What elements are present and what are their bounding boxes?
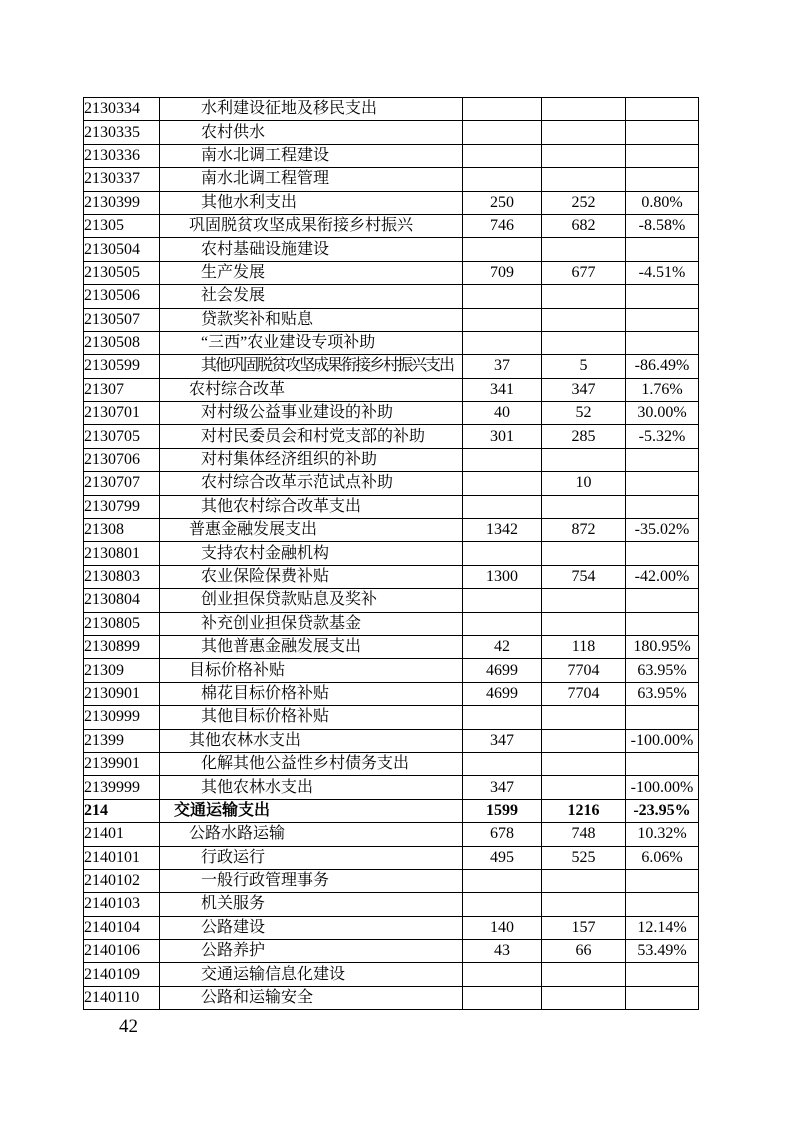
value2-cell (542, 706, 626, 729)
name-cell: 其他普惠金融发展支出 (160, 635, 463, 658)
table-row (84, 98, 699, 121)
percent-cell (626, 706, 699, 729)
name-cell: 交通运输支出 (160, 799, 463, 822)
value2-cell: 10 (542, 472, 626, 495)
value2-cell (542, 893, 626, 916)
code-cell: 2140103 (84, 893, 160, 916)
value2-cell: 677 (542, 261, 626, 284)
code-cell: 214 (84, 799, 160, 822)
value2-cell (542, 285, 626, 308)
table-row (84, 706, 699, 729)
value1-cell: 678 (463, 823, 542, 846)
value1-cell: 1599 (463, 799, 542, 822)
value1-cell: 37 (463, 355, 542, 378)
value2-cell: 754 (542, 565, 626, 588)
percent-cell: 1.76% (626, 378, 699, 401)
code-cell: 21307 (84, 378, 160, 401)
value1-cell (463, 589, 542, 612)
value2-cell (542, 308, 626, 331)
code-cell: 21308 (84, 519, 160, 542)
value2-cell (542, 589, 626, 612)
value1-cell (463, 612, 542, 635)
budget-table (83, 97, 699, 1010)
value2-cell (542, 986, 626, 1009)
code-cell: 2130599 (84, 355, 160, 378)
table-row (84, 893, 699, 916)
code-cell: 2130701 (84, 402, 160, 425)
code-cell: 2130899 (84, 635, 160, 658)
value2-cell (542, 448, 626, 471)
code-cell: 2130334 (84, 98, 160, 121)
name-cell: 农业保险保费补贴 (160, 565, 463, 588)
name-cell: 公路养护 (160, 940, 463, 963)
value2-cell (542, 331, 626, 354)
value2-cell (542, 776, 626, 799)
table-row (84, 238, 699, 261)
percent-cell (626, 448, 699, 471)
table-row (84, 144, 699, 167)
name-cell: 其他巩固脱贫攻坚成果衔接乡村振兴支出 (160, 355, 463, 378)
percent-cell (626, 612, 699, 635)
value1-cell: 709 (463, 261, 542, 284)
table-row (84, 378, 699, 401)
code-cell: 2140102 (84, 869, 160, 892)
table-row (84, 752, 699, 775)
name-cell: 其他农林水支出 (160, 776, 463, 799)
value1-cell: 347 (463, 776, 542, 799)
name-cell: 一般行政管理事务 (160, 869, 463, 892)
name-cell: 机关服务 (160, 893, 463, 916)
table-row (84, 846, 699, 869)
value2-cell: 347 (542, 378, 626, 401)
percent-cell: 53.49% (626, 940, 699, 963)
value1-cell (463, 869, 542, 892)
value1-cell (463, 706, 542, 729)
value1-cell (463, 285, 542, 308)
name-cell: 其他农村综合改革支出 (160, 495, 463, 518)
table-row (84, 121, 699, 144)
value1-cell: 40 (463, 402, 542, 425)
table-row (84, 963, 699, 986)
table-row (84, 799, 699, 822)
percent-cell: 6.06% (626, 846, 699, 869)
code-cell: 2130803 (84, 565, 160, 588)
code-cell: 2130706 (84, 448, 160, 471)
percent-cell (626, 308, 699, 331)
table-row (84, 472, 699, 495)
value1-cell: 43 (463, 940, 542, 963)
percent-cell (626, 589, 699, 612)
percent-cell: 63.95% (626, 659, 699, 682)
value1-cell: 347 (463, 729, 542, 752)
name-cell: 其他水利支出 (160, 191, 463, 214)
table-row (84, 612, 699, 635)
code-cell: 2130507 (84, 308, 160, 331)
value2-cell: 5 (542, 355, 626, 378)
value1-cell (463, 893, 542, 916)
value2-cell: 872 (542, 519, 626, 542)
name-cell: 目标价格补贴 (160, 659, 463, 682)
table-row (84, 565, 699, 588)
code-cell: 2130335 (84, 121, 160, 144)
value2-cell: 525 (542, 846, 626, 869)
table-row (84, 285, 699, 308)
code-cell: 2140104 (84, 916, 160, 939)
value1-cell (463, 238, 542, 261)
page-number: 42 (119, 1016, 138, 1037)
value1-cell (463, 121, 542, 144)
table-row (84, 729, 699, 752)
code-cell: 21305 (84, 214, 160, 237)
value1-cell (463, 168, 542, 191)
name-cell: 贷款奖补和贴息 (160, 308, 463, 331)
name-cell: 补充创业担保贷款基金 (160, 612, 463, 635)
percent-cell (626, 542, 699, 565)
table-row (84, 635, 699, 658)
code-cell: 2139901 (84, 752, 160, 775)
value1-cell (463, 472, 542, 495)
table-row (84, 659, 699, 682)
percent-cell (626, 752, 699, 775)
table-row (84, 308, 699, 331)
value1-cell: 4699 (463, 659, 542, 682)
value2-cell (542, 729, 626, 752)
table-row (84, 589, 699, 612)
table-row (84, 191, 699, 214)
percent-cell (626, 869, 699, 892)
code-cell: 2140110 (84, 986, 160, 1009)
table-row (84, 425, 699, 448)
value2-cell (542, 752, 626, 775)
value2-cell (542, 238, 626, 261)
percent-cell: -100.00% (626, 729, 699, 752)
name-cell: 公路建设 (160, 916, 463, 939)
code-cell: 2130804 (84, 589, 160, 612)
value1-cell (463, 986, 542, 1009)
code-cell: 2130337 (84, 168, 160, 191)
percent-cell: 30.00% (626, 402, 699, 425)
name-cell: 生产发展 (160, 261, 463, 284)
percent-cell: -100.00% (626, 776, 699, 799)
value2-cell (542, 612, 626, 635)
code-cell: 2140106 (84, 940, 160, 963)
percent-cell (626, 963, 699, 986)
table-row (84, 940, 699, 963)
table-row (84, 916, 699, 939)
name-cell: 公路和运输安全 (160, 986, 463, 1009)
name-cell: 创业担保贷款贴息及奖补 (160, 589, 463, 612)
value2-cell (542, 495, 626, 518)
name-cell: 化解其他公益性乡村债务支出 (160, 752, 463, 775)
value1-cell: 250 (463, 191, 542, 214)
name-cell: 对村集体经济组织的补助 (160, 448, 463, 471)
percent-cell: -42.00% (626, 565, 699, 588)
value2-cell: 252 (542, 191, 626, 214)
table-row (84, 448, 699, 471)
percent-cell: 0.80% (626, 191, 699, 214)
percent-cell (626, 986, 699, 1009)
name-cell: 社会发展 (160, 285, 463, 308)
percent-cell (626, 144, 699, 167)
value1-cell (463, 144, 542, 167)
name-cell: 农村基础设施建设 (160, 238, 463, 261)
table-row (84, 542, 699, 565)
value1-cell: 495 (463, 846, 542, 869)
value2-cell: 682 (542, 214, 626, 237)
table-row (84, 168, 699, 191)
percent-cell (626, 168, 699, 191)
code-cell: 2130399 (84, 191, 160, 214)
value1-cell: 1300 (463, 565, 542, 588)
percent-cell: 180.95% (626, 635, 699, 658)
table-row (84, 214, 699, 237)
code-cell: 2130799 (84, 495, 160, 518)
value1-cell: 1342 (463, 519, 542, 542)
value2-cell: 118 (542, 635, 626, 658)
code-cell: 2130506 (84, 285, 160, 308)
code-cell: 21399 (84, 729, 160, 752)
value2-cell (542, 98, 626, 121)
code-cell: 2130336 (84, 144, 160, 167)
code-cell: 2130901 (84, 682, 160, 705)
value2-cell: 748 (542, 823, 626, 846)
code-cell: 2130504 (84, 238, 160, 261)
name-cell: “三西”农业建设专项补助 (160, 331, 463, 354)
code-cell: 2130508 (84, 331, 160, 354)
value1-cell (463, 963, 542, 986)
table-row (84, 355, 699, 378)
percent-cell (626, 121, 699, 144)
value2-cell: 1216 (542, 799, 626, 822)
percent-cell (626, 285, 699, 308)
percent-cell: 12.14% (626, 916, 699, 939)
code-cell: 2140101 (84, 846, 160, 869)
percent-cell: 10.32% (626, 823, 699, 846)
name-cell: 棉花目标价格补贴 (160, 682, 463, 705)
name-cell: 水利建设征地及移民支出 (160, 98, 463, 121)
table-row (84, 402, 699, 425)
name-cell: 巩固脱贫攻坚成果衔接乡村振兴 (160, 214, 463, 237)
percent-cell (626, 98, 699, 121)
value1-cell (463, 542, 542, 565)
value2-cell (542, 963, 626, 986)
value1-cell: 301 (463, 425, 542, 448)
value1-cell (463, 308, 542, 331)
value2-cell (542, 542, 626, 565)
percent-cell: -8.58% (626, 214, 699, 237)
value2-cell: 285 (542, 425, 626, 448)
code-cell: 21309 (84, 659, 160, 682)
table-row (84, 331, 699, 354)
value2-cell: 52 (542, 402, 626, 425)
table-row (84, 776, 699, 799)
name-cell: 其他农林水支出 (160, 729, 463, 752)
name-cell: 交通运输信息化建设 (160, 963, 463, 986)
code-cell: 2130505 (84, 261, 160, 284)
value1-cell: 140 (463, 916, 542, 939)
table-row (84, 261, 699, 284)
percent-cell: -35.02% (626, 519, 699, 542)
value1-cell (463, 98, 542, 121)
name-cell: 普惠金融发展支出 (160, 519, 463, 542)
table-row (84, 682, 699, 705)
value2-cell (542, 168, 626, 191)
percent-cell (626, 893, 699, 916)
name-cell: 对村级公益事业建设的补助 (160, 402, 463, 425)
code-cell: 2139999 (84, 776, 160, 799)
code-cell: 2130999 (84, 706, 160, 729)
table-row (84, 519, 699, 542)
table-row (84, 869, 699, 892)
table-row (84, 495, 699, 518)
table-row (84, 823, 699, 846)
value1-cell (463, 331, 542, 354)
value1-cell (463, 448, 542, 471)
value2-cell (542, 144, 626, 167)
value2-cell: 7704 (542, 659, 626, 682)
table-row (84, 986, 699, 1009)
code-cell: 2130805 (84, 612, 160, 635)
value2-cell: 7704 (542, 682, 626, 705)
value1-cell (463, 495, 542, 518)
value1-cell: 4699 (463, 682, 542, 705)
code-cell: 2140109 (84, 963, 160, 986)
percent-cell (626, 331, 699, 354)
percent-cell: -5.32% (626, 425, 699, 448)
code-cell: 21401 (84, 823, 160, 846)
name-cell: 南水北调工程建设 (160, 144, 463, 167)
percent-cell (626, 238, 699, 261)
value2-cell (542, 121, 626, 144)
name-cell: 支持农村金融机构 (160, 542, 463, 565)
value1-cell: 341 (463, 378, 542, 401)
percent-cell: -23.95% (626, 799, 699, 822)
name-cell: 南水北调工程管理 (160, 168, 463, 191)
value2-cell: 157 (542, 916, 626, 939)
name-cell: 农村供水 (160, 121, 463, 144)
name-cell: 对村民委员会和村党支部的补助 (160, 425, 463, 448)
budget-table-body (84, 98, 699, 1010)
value1-cell: 746 (463, 214, 542, 237)
code-cell: 2130707 (84, 472, 160, 495)
name-cell: 公路水路运输 (160, 823, 463, 846)
percent-cell (626, 495, 699, 518)
value2-cell (542, 869, 626, 892)
value1-cell (463, 752, 542, 775)
name-cell: 农村综合改革 (160, 378, 463, 401)
percent-cell: -86.49% (626, 355, 699, 378)
percent-cell (626, 472, 699, 495)
code-cell: 2130705 (84, 425, 160, 448)
name-cell: 其他目标价格补贴 (160, 706, 463, 729)
name-cell: 行政运行 (160, 846, 463, 869)
percent-cell: -4.51% (626, 261, 699, 284)
code-cell: 2130801 (84, 542, 160, 565)
value1-cell: 42 (463, 635, 542, 658)
percent-cell: 63.95% (626, 682, 699, 705)
name-cell: 农村综合改革示范试点补助 (160, 472, 463, 495)
value2-cell: 66 (542, 940, 626, 963)
